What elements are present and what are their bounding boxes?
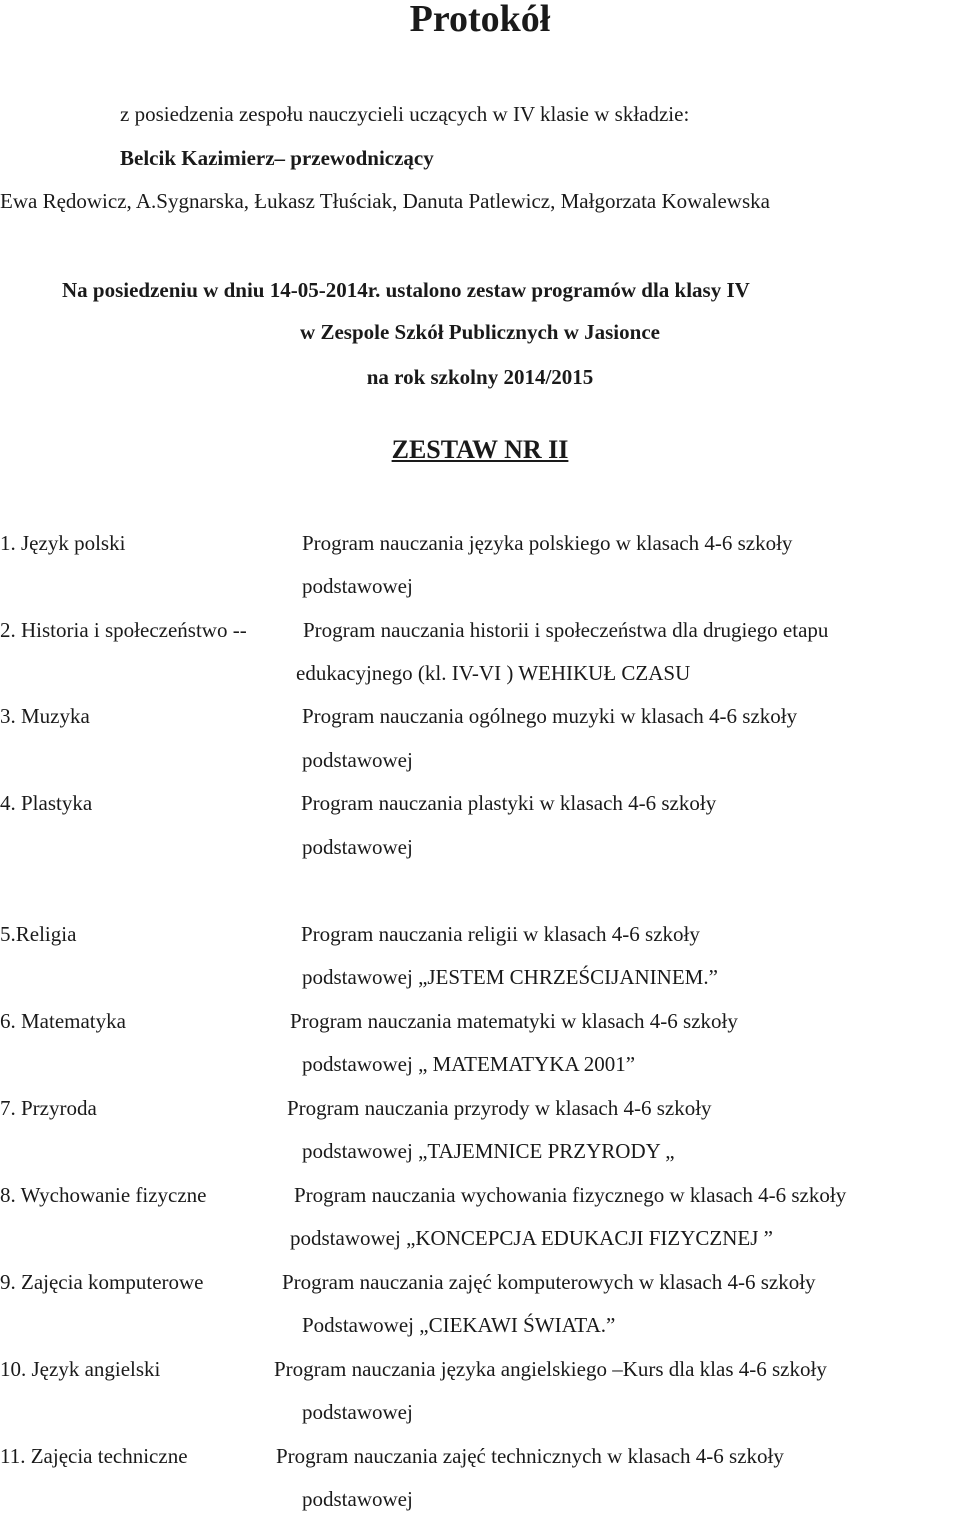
subject-name: 2. Historia i społeczeństwo -- (0, 618, 247, 642)
subject-name: 9. Zajęcia komputerowe (0, 1270, 204, 1294)
subject-program-line2: podstawowej (302, 835, 413, 859)
subject-name: 7. Przyroda (0, 1096, 97, 1120)
subject-program-line1: Program nauczania zajęć komputerowych w klasach 4-6 szkoły (282, 1270, 816, 1294)
meeting-line-2: w Zespole Szkół Publicznych w Jasionce (300, 320, 660, 344)
subject-program-line1: Program nauczania religii w klasach 4-6 szkoły (301, 922, 700, 946)
subject-name: 10. Język angielski (0, 1357, 161, 1381)
meeting-line-3: na rok szkolny 2014/2015 (366, 365, 594, 389)
subject-name: 4. Plastyka (0, 791, 93, 815)
subject-program-line1: Program nauczania języka angielskiego –Kurs dla klas 4-6 szkoły (274, 1357, 827, 1381)
subject-program-line2: podstawowej „TAJEMNICE PRZYRODY „ (302, 1139, 675, 1163)
subject-program-line1: Program nauczania historii i społeczeństwa dla drugiego etapu (303, 618, 829, 642)
chair-text: Belcik Kazimierz– przewodniczący (120, 146, 434, 170)
subject-program-line2: podstawowej (302, 1487, 413, 1511)
subject-program-line1: Program nauczania ogólnego muzyki w klasach 4-6 szkoły (302, 704, 798, 728)
subject-name: 11. Zajęcia techniczne (0, 1444, 188, 1468)
subject-name: 8. Wychowanie fizyczne (0, 1183, 207, 1207)
subject-program-line1: Program nauczania matematyki w klasach 4-6 szkoły (290, 1009, 738, 1033)
meeting-line-1: Na posiedzeniu w dniu 14-05-2014r. ustalono zestaw programów dla klasy IV (62, 278, 750, 302)
subject-program-line1: Program nauczania zajęć technicznych w klasach 4-6 szkoły (276, 1444, 784, 1468)
subject-program-line2: podstawowej (302, 574, 413, 598)
subject-program-line2: podstawowej „ MATEMATYKA 2001” (302, 1052, 636, 1076)
subject-name: 1. Język polski (0, 531, 126, 555)
subject-program-line2: podstawowej „KONCEPCJA EDUKACJI FIZYCZNEJ ” (290, 1226, 773, 1250)
subject-program-line1: Program nauczania języka polskiego w klasach 4-6 szkoły (302, 531, 793, 555)
subject-program-line1: Program nauczania przyrody w klasach 4-6 szkoły (287, 1096, 712, 1120)
subject-program-line1: Program nauczania plastyki w klasach 4-6 szkoły (301, 791, 717, 815)
members-text: Ewa Rędowicz, A.Sygnarska, Łukasz Tłuściak, Danuta Patlewicz, Małgorzata Kowalewska (0, 189, 770, 213)
subject-name: 5.Religia (0, 922, 77, 946)
subject-name: 6. Matematyka (0, 1009, 126, 1033)
subject-program-line2: podstawowej (302, 1400, 413, 1424)
subject-name: 3. Muzyka (0, 704, 90, 728)
subject-program-line2: Podstawowej „CIEKAWI ŚWIATA.” (302, 1313, 616, 1337)
subject-program-line2: podstawowej „JESTEM CHRZEŚCIJANINEM.” (302, 965, 718, 989)
intro-text: z posiedzenia zespołu nauczycieli uczących w IV klasie w składzie: (120, 102, 690, 126)
document-title: Protokół (409, 0, 551, 40)
subject-program-line1: Program nauczania wychowania fizycznego w klasach 4-6 szkoły (294, 1183, 847, 1207)
subject-program-line2: podstawowej (302, 748, 413, 772)
subject-program-line2: edukacyjnego (kl. IV-VI ) WEHIKUŁ CZASU (296, 661, 691, 685)
set-heading: ZESTAW NR II (391, 435, 569, 464)
